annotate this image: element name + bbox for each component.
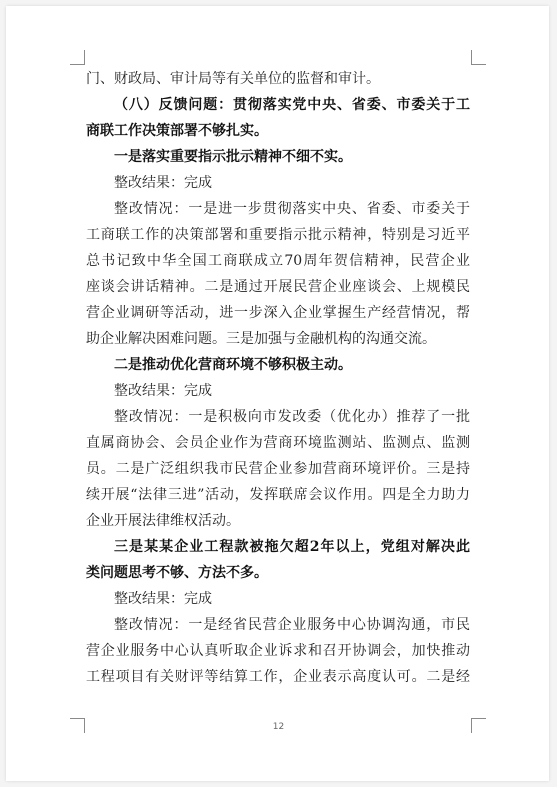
section-heading: （八）反馈问题：贯彻落实党中央、省委、市委关于工 [114, 97, 470, 113]
issue-heading: 二是推动优化营商环境不够积极主动。 [114, 357, 352, 373]
issue-heading: 三是某某企业工程款被拖欠超2年以上，党组对解决此 [114, 539, 470, 555]
body-line: 助企业解决困难问题。三是加强与金融机构的沟通交流。 [86, 331, 436, 347]
body-line: 整改情况：一是经省民营企业服务中心协调沟通，市民 [114, 617, 470, 633]
crop-mark-top-right [471, 50, 486, 65]
issue-heading: 类问题思考不够、方法不多。 [86, 565, 268, 581]
crop-mark-top-left [70, 50, 85, 65]
rectification-result: 整改结果：完成 [114, 591, 212, 607]
body-line: 工程项目有关财评等结算工作，企业表示高度认可。二是经 [86, 669, 470, 685]
rectification-result: 整改结果：完成 [114, 383, 212, 399]
document-body [86, 66, 470, 690]
body-line: 直属商协会、会员企业作为营商环境监测站、监测点、监测 [86, 435, 470, 451]
body-line: 整改情况：一是进一步贯彻落实中央、省委、市委关于 [114, 201, 470, 217]
body-line: 整改情况：一是积极向市发改委（优化办）推荐了一批 [114, 409, 470, 425]
issue-heading: 一是落实重要指示批示精神不细不实。 [114, 149, 352, 165]
body-line: 门、财政局、审计局等有关单位的监督和审计。 [86, 71, 380, 87]
body-line: 企业开展法律维权活动。 [86, 513, 240, 529]
section-heading: 商联工作决策部署不够扎实。 [86, 123, 268, 139]
rectification-result: 整改结果：完成 [114, 175, 212, 191]
body-line: 营企业调研等活动，进一步深入企业掌握生产经营情况，帮 [86, 305, 470, 321]
body-line: 座谈会讲话精神。二是通过开展民营企业座谈会、上规模民 [86, 279, 470, 295]
body-line: 续开展“法律三进”活动，发挥联席会议作用。四是全力助力 [86, 487, 470, 503]
page-number: 12 [272, 722, 285, 732]
body-line: 营企业服务中心认真听取企业诉求和召开协调会，加快推动 [86, 643, 470, 659]
body-line: 员。二是广泛组织我市民营企业参加营商环境评价。三是持 [86, 461, 470, 477]
body-line: 总书记致中华全国工商联成立70周年贺信精神，民营企业 [86, 253, 470, 269]
body-line: 工商联工作的决策部署和重要指示批示精神，特别是习近平 [86, 227, 470, 243]
